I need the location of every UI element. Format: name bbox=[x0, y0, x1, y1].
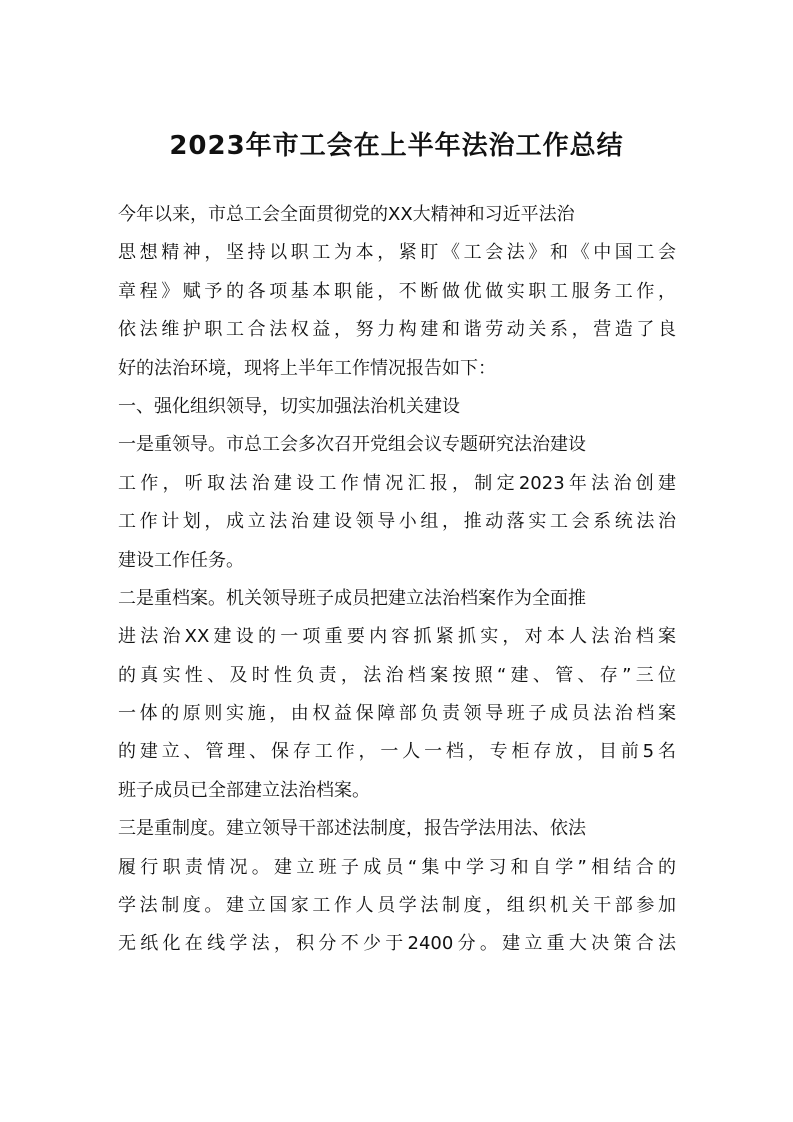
paragraph-line: 班子成员已全部建立法治档案。 bbox=[118, 779, 370, 801]
paragraph-line: 三是重制度。建立领导干部述法制度，报告学法用法、依法 bbox=[118, 818, 586, 840]
paragraph-line: 思想精神，坚持以职工为本，紧盯《工会法》和《中国工会 bbox=[118, 242, 676, 264]
document-title: 2023年市工会在上半年法治工作总结 bbox=[169, 131, 624, 161]
paragraph-line: 依法维护职工合法权益，努力构建和谐劳动关系，营造了良 bbox=[118, 319, 676, 341]
document-body bbox=[118, 196, 676, 964]
paragraph-line: 无纸化在线学法，积分不少于2400分。建立重大决策合法 bbox=[118, 933, 676, 955]
paragraph-line: 今年以来，市总工会全面贯彻党的XX大精神和习近平法治 bbox=[118, 204, 575, 225]
paragraph-line: 二是重档案。机关领导班子成员把建立法治档案作为全面推 bbox=[118, 587, 586, 609]
paragraph-line: 履行职责情况。建立班子成员“集中学习和自学”相结合的 bbox=[118, 856, 676, 878]
paragraph-line: 建设工作任务。 bbox=[118, 549, 244, 571]
paragraph-line: 进法治XX建设的一项重要内容抓紧抓实，对本人法治档案 bbox=[118, 626, 676, 648]
paragraph-line: 学法制度。建立国家工作人员学法制度，组织机关干部参加 bbox=[118, 895, 676, 917]
paragraph-line: 工作，听取法治建设工作情况汇报，制定2023年法治创建 bbox=[118, 472, 676, 494]
paragraph-line: 章程》赋予的各项基本职能，不断做优做实职工服务工作， bbox=[118, 280, 676, 302]
paragraph-line: 的真实性、及时性负责，法治档案按照“建、管、存”三位 bbox=[118, 664, 676, 686]
paragraph-line: 好的法治环境，现将上半年工作情况报告如下： bbox=[118, 357, 496, 379]
paragraph-line: 一是重领导。市总工会多次召开党组会议专题研究法治建设 bbox=[118, 434, 586, 456]
paragraph-line: 的建立、管理、保存工作，一人一档，专柜存放，目前5名 bbox=[118, 741, 676, 763]
paragraph-line: 工作计划，成立法治建设领导小组，推动落实工会系统法治 bbox=[118, 511, 676, 533]
section-heading: 一、强化组织领导，切实加强法治机关建设 bbox=[118, 395, 460, 417]
paragraph-line: 一体的原则实施，由权益保障部负责领导班子成员法治档案 bbox=[118, 703, 676, 725]
